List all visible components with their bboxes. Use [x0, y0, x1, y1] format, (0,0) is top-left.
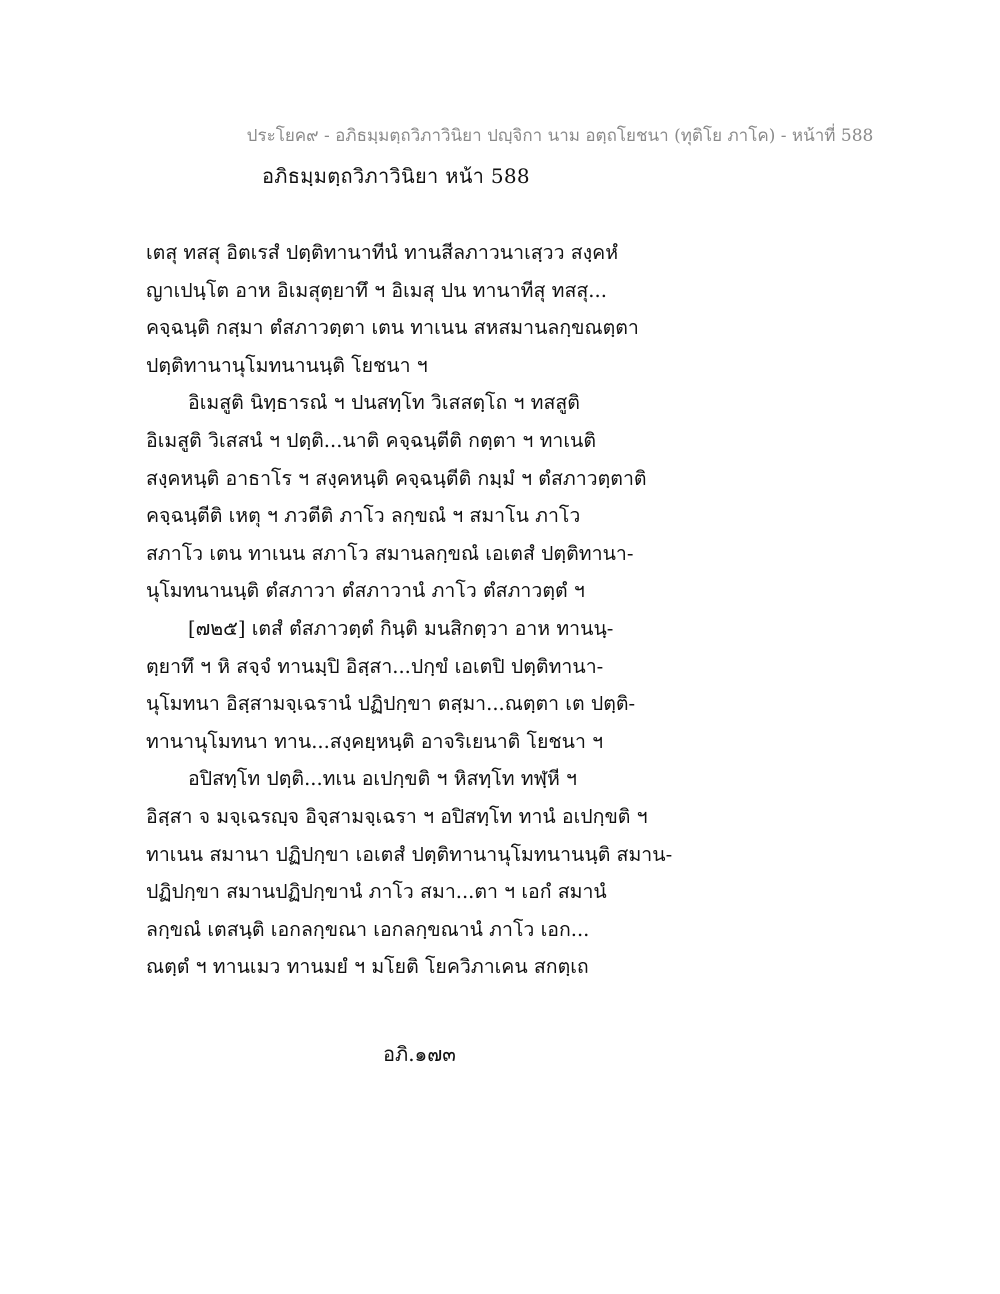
text-line: ณตฺตํ ฯ ทานเมว ทานมยํ ฯ มโยติ โยควิภาเคน สกตฺเถ — [146, 955, 589, 979]
text-line: อิเมสูติ นิทฺธารณํ ฯ ปนสทฺโท วิเสสตฺโถ ฯ ทสสูติ — [188, 391, 580, 415]
text-line: อิสฺสา จ มจฺเฉรญฺจ อิจฺสามจฺเฉรา ฯ อปิสทฺโท ทานํ อเปกฺขติ ฯ — [146, 804, 648, 828]
text-line: นุโมทนานนฺติ ตํสภาวา ตํสภาวานํ ภาโว ตํสภาวตฺตํ ฯ — [146, 579, 585, 603]
text-line: ลกฺขณํ เตสนฺติ เอกลกฺขณา เอกลกฺขณานํ ภาโว เอก... — [146, 917, 590, 941]
text-line: นุโมทนา อิสฺสามจฺเฉรานํ ปฏิปกฺขา ตสฺมา...ณตฺตา เต ปตฺติ- — [146, 692, 636, 716]
page-heading: อภิธมฺมตฺถวิภาวินิยา หน้า 588 — [262, 164, 530, 188]
text-line: เตสุ ทสสุ อิตเรสํ ปตฺติทานาทีนํ ทานสีลภาวนาเสฺวว สงฺคหํ — [146, 241, 619, 264]
text-line: ทานานุโมทนา ทาน...สงฺคยฺหนฺติ อาจริเยนาติ โยชนา ฯ — [146, 729, 604, 753]
text-line: สภาโว เตน ทาเนน สภาโว สมานลกฺขณํ เอเตสํ ปตฺติทานา- — [146, 541, 634, 565]
text-line: อปิสทฺโท ปตฺติ...ทเน อเปกฺขติ ฯ หิสทฺโท ทฬฺหี ฯ — [188, 767, 577, 791]
text-line: ตฺยาทึ ฯ หิ สจฺจํ ทานมฺปิ อิสฺสา...ปกฺขํ เอเตปิ ปตฺติทานา- — [146, 654, 604, 678]
running-header: ประโยค๙ - อภิธมฺมตฺถวิภาวินิยา ปญฺจิกา นาม อตฺถโยชนา (ทุติโย ภาโค) - หน้าที่ 588 — [246, 126, 874, 146]
text-line: คจฺฉนฺติ กสฺมา ตํสภาวตฺตา เตน ทาเนน สหสมานลกฺขณตฺตา — [146, 316, 639, 340]
text-line: ญาเปนฺโต อาห อิเมสุตฺยาทึ ฯ อิเมสุ ปน ทานาทีสุ ทสสุ... — [146, 278, 607, 302]
signature-mark: อภิ.๑๗๓ — [383, 1042, 456, 1066]
text-line: คจฺฉนฺตีติ เหตุ ฯ ภวตีติ ภาโว ลกฺขณํ ฯ สมาโน ภาโว — [146, 504, 581, 528]
text-line: สงฺคหนฺติ อาธาโร ฯ สงฺคหนฺติ คจฺฉนฺตีติ กมฺมํ ฯ ตํสภาวตฺตาติ — [146, 466, 647, 490]
body-text — [146, 234, 866, 986]
text-line: ทาเนน สมานา ปฏิปกฺขา เอเตสํ ปตฺติทานานุโมทนานนฺติ สมาน- — [146, 842, 673, 866]
text-line: ปฏิปกฺขา สมานปฏิปกฺขานํ ภาโว สมา...ตา ฯ เอกํ สมานํ — [146, 880, 607, 904]
text-line: ปตฺติทานานุโมทนานนฺติ โยชนา ฯ — [146, 353, 428, 377]
text-line: [๗๒๕] เตสํ ตํสภาวตฺตํ กินฺติ มนสิกตฺวา อาห ทานนฺ- — [188, 616, 614, 640]
text-line: อิเมสูติ วิเสสนํ ฯ ปตฺติ...นาติ คจฺฉนฺตีติ กตฺตา ฯ ทาเนติ — [146, 428, 597, 452]
